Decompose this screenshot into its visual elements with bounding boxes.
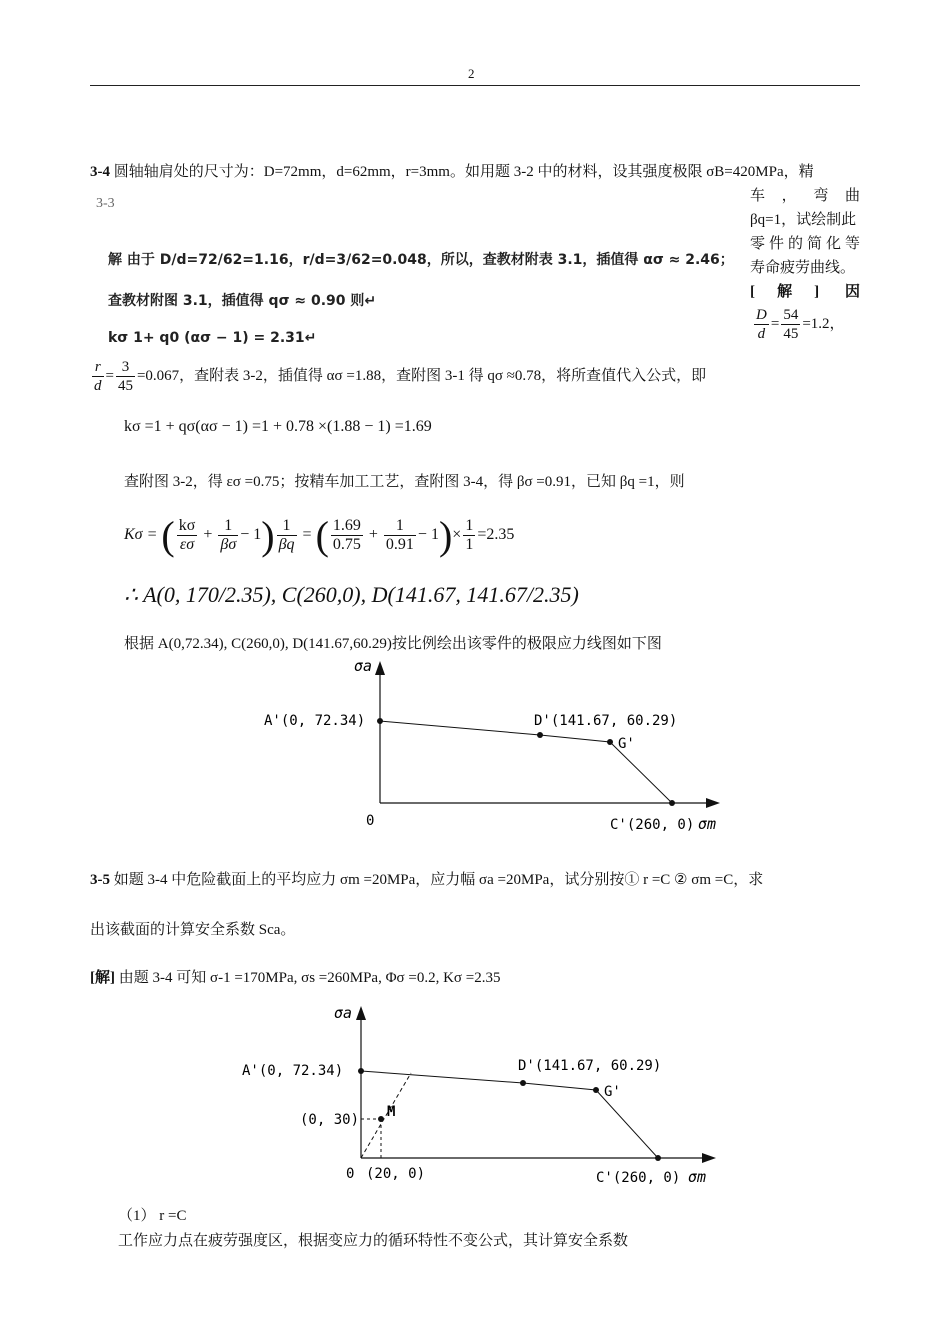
label-C: C'(260, 0) (596, 1170, 681, 1186)
side-line-3: 零件的简化等 (750, 236, 860, 252)
frac-den: βσ (220, 536, 237, 553)
frac-den: 45 (783, 326, 799, 342)
point-G (593, 1087, 599, 1093)
point-D (520, 1080, 526, 1086)
frac-num: 1.69 (332, 517, 361, 534)
problem-3-4-line (90, 160, 814, 181)
problem-text: 圆轴轴肩处的尺寸为：D=72mm，d=62mm，r=3mm。如用题 3-2 中的材料，设其强度极限 σB=420MPa，精 (113, 164, 814, 180)
frac-den: d (94, 378, 102, 394)
problem-3-5-line-1 (90, 868, 763, 889)
frac-num: 1 (218, 517, 238, 536)
frac-num: 54 (783, 307, 799, 323)
side-line-5: [解] 因 (750, 284, 860, 300)
label-0-30: (0, 30) (300, 1112, 360, 1128)
scan-line-2: 查教材附图 3.1，插值得 qσ ≈ 0.90 则↵ (108, 293, 377, 309)
problem-number: 3-5 (90, 872, 110, 888)
scan-line-3: kσ 1+ q0 (ασ − 1) = 2.31↵ (108, 330, 317, 346)
solution-line (90, 966, 500, 987)
rd-text: =0.067，查附表 3-2，插值得 ασ =1.88，查附图 3-1 得 qσ ≈0.78，将所查值代入公式，即 (136, 367, 707, 384)
side-fraction: $\frac{D}{d}$ = $\frac{54}{45}$ =1.2， (756, 307, 845, 342)
eps-line: 查附图 3-2，得 εσ =0.75；按精车加工工艺，查附图 3-4，得 βσ =0.91，已知 βq =1，则 (124, 474, 685, 490)
page-number: 2 (468, 66, 475, 81)
header-rule (90, 85, 860, 86)
limit-stress-diagram-2 (236, 998, 726, 1190)
problem-3-5-line-2: 出该截面的计算安全系数 Sca。 (90, 922, 296, 938)
eq-times: × (452, 526, 462, 544)
frac-num: 3 (116, 358, 135, 377)
label-G: G' (618, 736, 635, 752)
solution-tag: [解] (90, 970, 115, 986)
frac-den: 1 (465, 536, 474, 553)
point-M (378, 1116, 384, 1122)
side-column (750, 184, 860, 304)
limit-stress-diagram-1 (250, 655, 730, 835)
x-axis-label: σm (688, 1168, 707, 1186)
label-D: D'(141.67, 60.29) (518, 1058, 662, 1074)
plot-line: 根据 A(0,72.34), C(260,0), D(141.67,60.29)按比例绘出该零件的极限应力线图如下图 (124, 636, 662, 652)
frac-den: 45 (117, 378, 133, 394)
origin-label: 0 (346, 1166, 355, 1182)
side-line-4: 寿命疲劳曲线。 (750, 260, 856, 276)
eq-lhs: Kσ = (124, 526, 158, 544)
frac-num: D (756, 307, 767, 323)
label-A: A'(0, 72.34) (264, 713, 366, 729)
y-arrow-icon (375, 661, 385, 675)
point-D (537, 732, 543, 738)
frac-num: 1 (277, 517, 297, 536)
point-G (607, 739, 613, 745)
label-20-0: (20, 0) (366, 1166, 426, 1182)
label-M: M (387, 1104, 396, 1120)
label-C: C'(260, 0) (610, 817, 695, 833)
problem-text: 如题 3-4 中危险截面上的平均应力 σm =20MPa，应力幅 σa =20MPa，试分别按① r =C ② σm =C，求 (113, 872, 764, 888)
rd-line: $\frac{r}{d}$ = $\frac{3}{45}$ =0.067，查附表 3-2，插值得 ασ =1.88，查附图 3-1 得 qσ ≈0.78，将所查值代入公式，即 (94, 359, 707, 394)
eq-points: ∴ A(0, 170/2.35), C(260,0), D(141.67, 141.67/2.35) (124, 582, 579, 607)
frac-den: 0.91 (385, 536, 414, 553)
frac-num: 1 (384, 517, 416, 536)
side-line-1: 车，弯曲 (750, 188, 860, 204)
frac-den: 0.75 (332, 536, 361, 553)
x-arrow-icon (706, 798, 720, 808)
frac-num: kσ (178, 517, 196, 534)
problem-number: 3-4 (90, 164, 110, 180)
frac-num: r (92, 358, 104, 377)
label-3-3: 3-3 (96, 196, 115, 211)
frac-den: εσ (179, 536, 195, 553)
scan-line-1: 解 由于 D/d=72/62=1.16，r/d=3/62=0.048，所以，查教材附表 3.1，插值得 ασ ≈ 2.46； (108, 252, 734, 268)
point-A (377, 718, 383, 724)
last-line: 工作应力点在疲劳强度区，根据变应力的循环特性不变公式，其计算安全系数 (118, 1233, 629, 1249)
y-arrow-icon (356, 1006, 366, 1020)
ray-r-const (361, 1073, 411, 1158)
point-A (358, 1068, 364, 1074)
origin-label: 0 (366, 813, 375, 829)
label-D: D'(141.67, 60.29) (534, 713, 678, 729)
label-A: A'(0, 72.34) (242, 1063, 344, 1079)
limit-line (380, 721, 672, 803)
eq-result: =2.35 (477, 526, 515, 544)
eq-equals: = (302, 526, 312, 544)
eq-minus: − 1 (417, 526, 439, 544)
eq-k-sigma: kσ =1 + qσ(ασ − 1) =1 + 0.78 ×(1.88 − 1) =1.69 (124, 418, 432, 435)
x-arrow-icon (702, 1153, 716, 1163)
case-1-heading: （1） r =C (118, 1208, 187, 1224)
y-axis-label: σa (334, 1004, 353, 1022)
x-axis-label: σm (698, 815, 717, 833)
point-C (655, 1155, 661, 1161)
frac-value: =1.2， (802, 315, 845, 332)
point-C (669, 800, 675, 806)
eq-minus: − 1 (240, 526, 262, 544)
label-G: G' (604, 1084, 621, 1100)
frac-den: d (757, 326, 766, 342)
solution-text: 由题 3-4 可知 σ-1 =170MPa, σs =260MPa, Φσ =0.2, Kσ =2.35 (118, 970, 501, 986)
y-axis-label: σa (354, 657, 373, 675)
frac-den: βq (278, 536, 295, 553)
side-line-2: βq=1，试绘制此 (750, 212, 857, 228)
eq-K-sigma: Kσ = ( $\frac{k\sigma}{\varepsilon\sigma}$ + $\frac{1}{\beta\sigma}$ − 1) $\frac{1}{\beta q}$ = ( $\frac{1.69}{0.75}$ + $\frac{1}{0.91}$ − 1)× $\frac{1}{1}$ =2.35 (124, 513, 515, 558)
frac-num: 1 (465, 517, 474, 534)
